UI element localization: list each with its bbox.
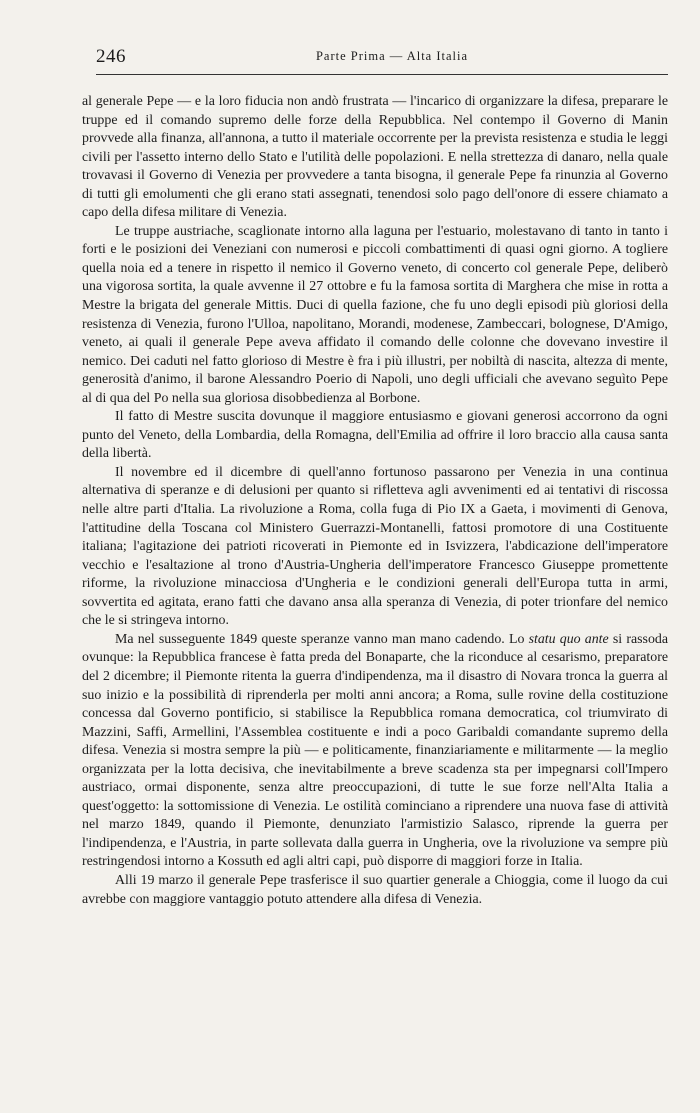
page-header [96, 46, 668, 68]
paragraph-lead: Ma nel susseguente 1849 queste speranze vanno man mano cadendo. Lo [115, 631, 529, 647]
header-rule [96, 74, 668, 75]
paragraph: Il novembre ed il dicembre di quell'anno fortunoso passarono per Venezia in una continua alternativa di speranze e di delusioni per quanto si rifletteva agli avvenimenti ed ai tentativi di riscossa nelle altre parti d'Italia. La rivoluzione a Roma, colla fuga di Pio IX a Gaeta, i movimenti di Genova, l'attitudine della Toscana col Ministero Guerrazzi-Montanelli, fattosi promotore di una Costituente italiana; l'agitazione dei patrioti ricoverati in Piemonte ed in Isvizzera, l'abdicazione dell'imperatore vecchio e l'esaltazione al trono d'Austria-Ungheria dell'imperatore Francesco Giuseppe promettente riforme, la rivoluzione minacciosa d'Ungheria e le condizioni generali dell'Europa tutta in armi, sovvertita ed agitata, erano fatti che davano ansa alla speranza di Venezia, di poter trionfare del nemico che le si stringeva intorno. [82, 464, 668, 629]
body-text [82, 93, 668, 909]
page-number: 246 [96, 46, 126, 67]
paragraph: al generale Pepe — e la loro fiducia non andò frustrata — l'incarico di organizzare la difesa, preparare le truppe ed il comando supremo delle forze della Repubblica. Nel contempo il Governo di Manin provvede alla finanza, all'annona, a tutto il materiale occorrente per la prevista resistenza e studia le leggi civili per l'assetto interno dello Stato e l'utilità delle popolazioni. E nella strettezza di danaro, nella quale trovavasi il Governo di Venezia per provvedere a tanta bisogna, il generale Pepe fa rinunzia al Governo di tutti gli emolumenti che gli erano stati assegnati, tenendosi solo pago dell'onore di essere chiamato a capo della difesa militare di Venezia. [82, 94, 668, 221]
paragraph: Il fatto di Mestre suscita dovunque il maggiore entusiasmo e giovani generosi accorrono da ogni punto del Veneto, della Lombardia, della Romagna, dell'Emilia ad offrire il loro braccio alla causa santa della libertà. [82, 409, 668, 462]
paragraph: Alli 19 marzo il generale Pepe trasferisce il suo quartier generale a Chioggia, come il luogo da cui avrebbe con maggiore vantaggio potuto attendere alla difesa di Venezia. [82, 872, 668, 907]
paragraph: Le truppe austriache, scaglionate intorno alla laguna per l'estuario, molestavano di tanto in tanto i forti e le posizioni dei Veneziani con numerosi e piccoli combattimenti di quasi ogni giorno. A togliere quella noia ed a tenere in rispetto il nemico il Governo veneto, di concerto col generale Pepe, deliberò una vigorosa sortita, la quale avvenne il 27 ottobre e fu la famosa sortita di Marghera che mise in rotta a Mestre la brigata del generale Mittis. Duci di quella fazione, che fu uno degli episodi più gloriosi della resistenza di Venezia, furono l'Ulloa, napolitano, Morandi, modenese, Zambeccari, bolognese, D'Amigo, veneto, ai quali il generale Pepe aveva affidato il comando delle colonne che dovevano investire il nemico. Dei caduti nel fatto glorioso di Mestre è fra i più illustri, per nobiltà di nascita, altezza di mente, generosità d'animo, il barone Alessandro Poerio di Napoli, uno degli ufficiali che avevano seguìto Pepe al di qua del Po nella sua gloriosa disobbedienza al Borbone. [82, 223, 668, 406]
paragraph-rest: si rassoda ovunque: la Repubblica francese è fatta preda del Bonaparte, che la riconduce al cesarismo, preparatore del 2 dicembre; il Piemonte ritenta la guerra d'indipendenza, ma il disastro di Novara tronca la guerra al suo inizio e la possibilità di riprenderla per molti anni ancora; a Roma, sulle rovine della costituzione concessa dal Governo pontificio, si stabilisce la Repubblica romana democratica, col triumvirato di Mazzini, Saffi, Armellini, l'Assemblea costituente e indi a poco Garibaldi comandante supremo della difesa. Venezia si mostra sempre la più — e politicamente, finanziariamente e militarmente — la meglio organizzata per la lotta decisiva, che inevitabilmente a breve scadenza sta per impegnarsi coll'Impero austriaco, ormai disponente, senza altre preoccupazioni, di tutte le sue forze nell'Alta Italia a quest'oggetto: la sottomissione di Venezia. Le ostilità cominciano a riprendere una nuova fase di attività nel marzo 1849, quando il Piemonte, denunziato l'armistizio Salasco, riprende la guerra per l'indipendenza, e l'Austria, in parte sollevata dalla guerra in Ungheria, ove la rivoluzione va sempre più restringendosi intorno a Kossuth ed agli altri capi, può disporre di maggiori forze in Italia. [82, 631, 669, 870]
paragraph [82, 631, 668, 872]
italic-phrase: statu quo ante [528, 631, 609, 647]
running-title: Parte Prima — Alta Italia [315, 49, 469, 63]
